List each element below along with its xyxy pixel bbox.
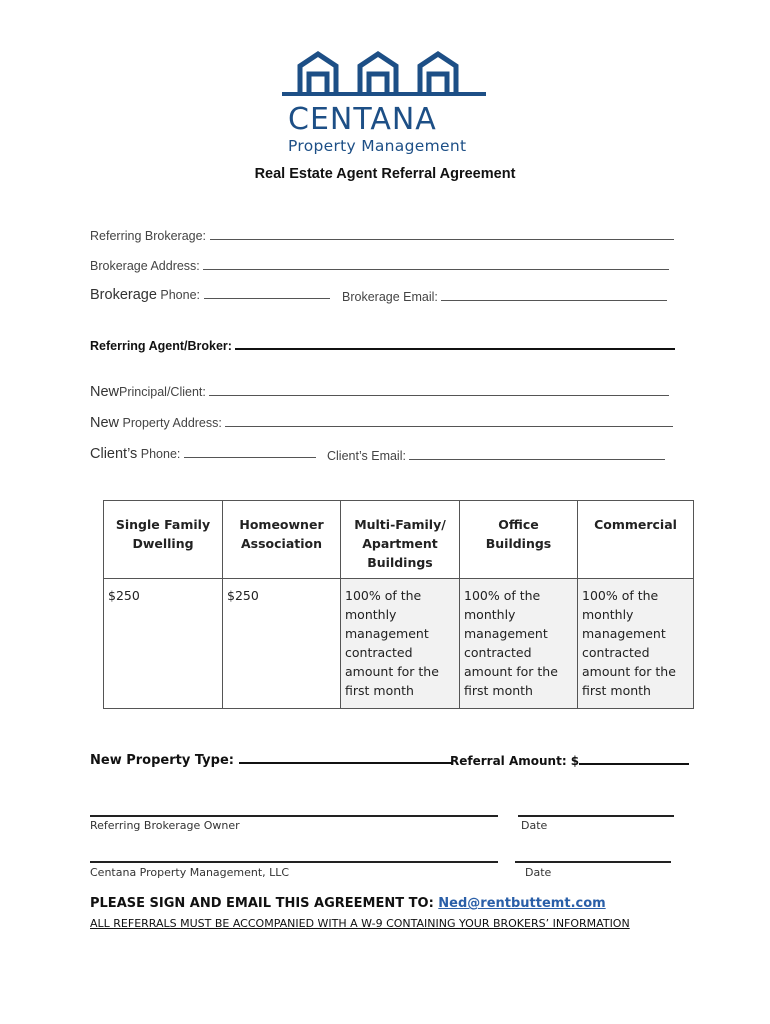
- brokerage-phone-field[interactable]: [204, 287, 330, 299]
- brokerage-phone-row: [90, 287, 330, 303]
- new-property-field[interactable]: [225, 415, 673, 427]
- referring-brokerage-field[interactable]: [210, 228, 674, 240]
- brokerage-phone-label-big: Brokerage: [90, 287, 157, 303]
- new-principal-row: [90, 384, 669, 400]
- client-email-field[interactable]: [409, 448, 665, 460]
- new-principal-field[interactable]: [209, 384, 669, 396]
- email-instruction-row: [90, 896, 606, 911]
- new-property-label-small: Property Address:: [122, 416, 222, 430]
- client-email-label: Client’s Email:: [327, 449, 406, 463]
- client-phone-row: [90, 446, 316, 462]
- owner-signature-line[interactable]: [90, 815, 498, 817]
- value-single-family: $250: [104, 579, 223, 709]
- logo-wordmark: CENTANA: [288, 102, 437, 137]
- centana-signature-line[interactable]: [90, 861, 498, 863]
- logo-subtitle: Property Management: [288, 137, 467, 155]
- company-logo: [276, 48, 492, 158]
- header-single-family: Single Family Dwelling: [104, 501, 223, 579]
- referring-agent-field[interactable]: [235, 337, 675, 350]
- centana-signature-label: Centana Property Management, LLC: [90, 866, 290, 879]
- new-principal-label-small: Principal/Client:: [119, 385, 206, 399]
- referring-agent-label: Referring Agent/Broker:: [90, 339, 232, 353]
- client-phone-field[interactable]: [184, 446, 316, 458]
- brokerage-email-row: [342, 289, 667, 304]
- owner-date-label: Date: [521, 819, 548, 832]
- brokerage-address-row: [90, 258, 669, 273]
- centana-date-label: Date: [525, 866, 552, 879]
- owner-date-line[interactable]: [518, 815, 674, 817]
- referral-fee-table: [103, 500, 694, 709]
- fee-table-header-row: [104, 501, 694, 579]
- referral-amount-field[interactable]: [579, 752, 689, 765]
- value-office-buildings: 100% of the monthly management contracted amount for the first month: [460, 579, 578, 709]
- client-phone-label-big: Client’s: [90, 446, 138, 462]
- brokerage-email-label: Brokerage Email:: [342, 290, 438, 304]
- brokerage-phone-label-small: Phone:: [160, 288, 201, 302]
- new-principal-label-big: New: [90, 384, 120, 400]
- value-homeowner-association: $250: [223, 579, 341, 709]
- value-commercial: 100% of the monthly management contracted amount for the first month: [578, 579, 694, 709]
- header-multi-family: Multi-Family/ Apartment Buildings: [341, 501, 460, 579]
- referring-agent-row: [90, 337, 675, 353]
- referral-amount-row: [450, 752, 689, 768]
- client-email-row: [327, 448, 665, 463]
- header-commercial: Commercial: [578, 501, 694, 579]
- property-type-label: New Property Type:: [90, 753, 234, 768]
- value-multi-family: 100% of the monthly management contracted amount for the first month: [341, 579, 460, 709]
- brokerage-address-field[interactable]: [203, 258, 669, 270]
- referral-amount-label: Referral Amount: $: [450, 754, 580, 768]
- property-type-field[interactable]: [239, 751, 453, 764]
- centana-date-line[interactable]: [515, 861, 671, 863]
- brokerage-address-label: Brokerage Address:: [90, 259, 200, 273]
- new-property-row: [90, 415, 673, 431]
- referring-brokerage-row: [90, 228, 674, 243]
- owner-signature-label: Referring Brokerage Owner: [90, 819, 240, 832]
- houses-logo-icon: [276, 48, 492, 104]
- email-link[interactable]: Ned@rentbuttemt.com: [438, 896, 606, 911]
- new-property-label-big: New: [90, 415, 120, 431]
- header-office-buildings: Office Buildings: [460, 501, 578, 579]
- w9-notice: ALL REFERRALS MUST BE ACCOMPANIED WITH A W-9 CONTAINING YOUR BROKERS’ INFORMATION: [90, 917, 630, 930]
- page-title: Real Estate Agent Referral Agreement: [254, 166, 516, 182]
- email-instruction-text: PLEASE SIGN AND EMAIL THIS AGREEMENT TO:: [90, 896, 434, 911]
- referring-brokerage-label: Referring Brokerage:: [90, 229, 207, 243]
- fee-table-value-row: [104, 579, 694, 709]
- header-homeowner-association: Homeowner Association: [223, 501, 341, 579]
- property-type-row: [90, 751, 453, 768]
- brokerage-email-field[interactable]: [441, 289, 667, 301]
- client-phone-label-small: Phone:: [140, 447, 181, 461]
